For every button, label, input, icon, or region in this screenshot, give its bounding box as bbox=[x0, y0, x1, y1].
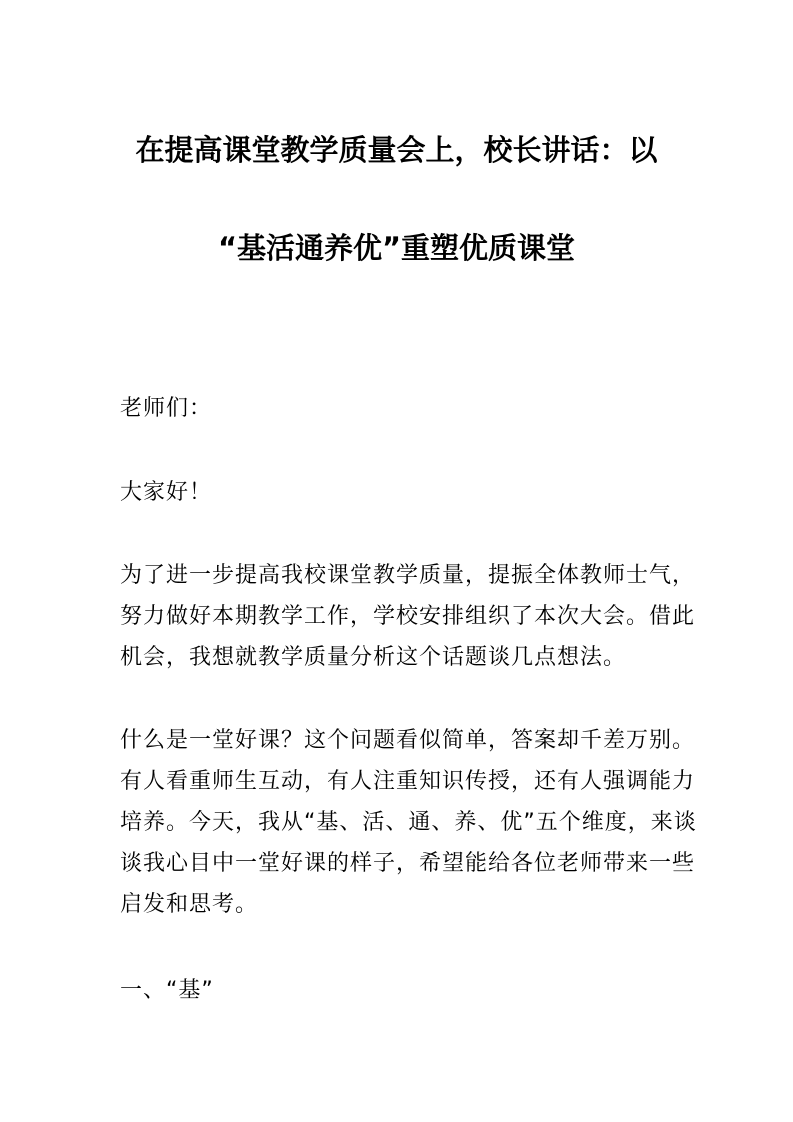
paragraph-line: 为了进一步提高我校课堂教学质量，提振全体教师士气， bbox=[120, 563, 696, 588]
paragraph-line: 什么是一堂好课？这个问题看似简单，答案却千差万别。 bbox=[120, 728, 696, 753]
document-title-line-2: “基活通养优”重塑优质课堂 bbox=[217, 231, 576, 265]
paragraph-line: 有人看重师生互动，有人注重知识传授，还有人强调能力 bbox=[120, 769, 696, 794]
paragraph-line: 努力做好本期教学工作，学校安排组织了本次大会。借此 bbox=[120, 604, 696, 629]
section-heading bbox=[120, 970, 680, 1011]
section-heading-text: 一、“基” bbox=[120, 978, 214, 1003]
greeting bbox=[120, 472, 680, 513]
paragraph-line: 机会，我想就教学质量分析这个话题谈几点想法。 bbox=[120, 645, 627, 670]
paragraph-2 bbox=[120, 720, 697, 925]
salutation bbox=[120, 388, 680, 429]
paragraph-line: 谈我心目中一堂好课的样子，希望能给各位老师带来一些 bbox=[120, 851, 696, 876]
paragraph-line: 启发和思考。 bbox=[120, 892, 259, 917]
paragraph-line: 培养。今天，我从“基、活、通、养、优”五个维度，来谈 bbox=[120, 810, 697, 835]
paragraph-1 bbox=[120, 555, 696, 678]
greeting-text: 大家好！ bbox=[120, 480, 213, 505]
document-title-line-1: 在提高课堂教学质量会上，校长讲话：以 bbox=[135, 133, 658, 167]
salutation-text: 老师们： bbox=[120, 396, 213, 421]
